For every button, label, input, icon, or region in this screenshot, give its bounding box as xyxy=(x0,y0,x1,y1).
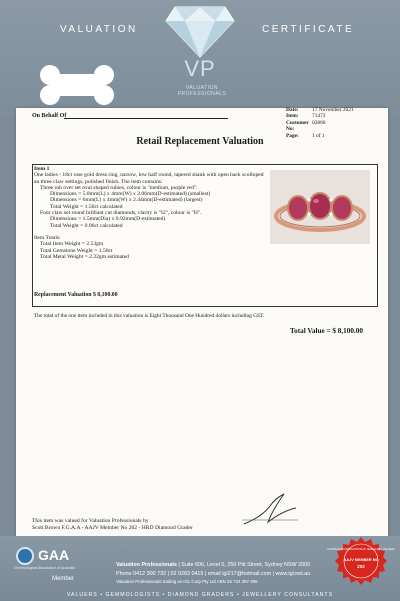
on-behalf-line xyxy=(64,118,228,119)
header-left-text: VALUATION xyxy=(60,24,138,35)
gaa-logo: GAA xyxy=(38,547,70,563)
stone1-dim1: Dimensions = 5.8mm(L) x 4mm(W) x 2.06mm(D-estimated) (smallest) xyxy=(50,191,211,198)
company-name: Valuation Professionals xyxy=(116,562,177,568)
diamond-icon xyxy=(165,5,235,59)
gaa-subtitle: Gemmological Association of Australia xyxy=(14,566,75,570)
logo-subtext: VALUATION PROFESSIONALS xyxy=(177,85,227,97)
item-heading: Item 1 xyxy=(34,166,50,172)
meta-row-page: Page: 1 of 1 xyxy=(286,132,325,139)
stone1-dim2: Dimensions = 6mm(L) x 4mm(W) x 2.44mm(D-estimated) (largest) xyxy=(50,197,203,204)
header-right-text: CERTIFICATE xyxy=(262,24,355,35)
meta-row-customer: Customer No: 02860 xyxy=(286,119,326,133)
stone2-intro: Four claw set round brilliant cut diamonds, clarity is "I2", colour is "H". xyxy=(40,210,202,217)
company-phone: Phone 0412 300 732 | 02 9283 0419 | email igl217@hotmail.com | www.igl.net.au xyxy=(116,570,311,577)
replacement-valuation: Replacement Valuation $ 8,100.00 xyxy=(34,292,118,298)
seal-number: 202 xyxy=(357,564,365,569)
total-item-weight: Total Item Weight = 2.53gm xyxy=(40,241,104,248)
seal-text: AUSTRALIAN ASSOCIATION OF JEWELLERY VALUERS xyxy=(327,548,395,551)
signature xyxy=(240,490,300,530)
total-value: Total Value = $ 8,100.00 xyxy=(290,327,363,335)
company-address: Suite 606, Level 6, 250 Pitt Street, Sydney NSW 2000 xyxy=(181,562,311,568)
meta-row-date: Date: 17 November 2021 xyxy=(286,107,354,113)
stone1-intro: Three rub over set oval shaped rubies, colour is "medium, purple red". xyxy=(40,184,198,191)
footer-tagline: VALUERS • GEMMOLOGISTS • DIAMOND GRADERS • JEWELLERY CONSULTANTS xyxy=(66,592,334,598)
total-gem-weight: Total Gemstone Weight = 1.56ct xyxy=(40,247,113,254)
bone-shape-icon xyxy=(38,60,116,110)
valuation-summary: The total of the one item included in this valuation is Eight Thousand One Hundred dollars including GST. xyxy=(34,313,265,319)
totals-heading: Item Totals: xyxy=(34,234,61,241)
document-meta xyxy=(286,107,354,139)
gaa-badge-icon xyxy=(16,547,34,565)
gaa-member: Member xyxy=(52,576,75,582)
item-description xyxy=(34,166,264,260)
stone2-dim: Dimensions = 1.5mm(Dia) x 0.92mm(D-estimated) xyxy=(50,216,166,223)
logo-text: VP xyxy=(184,56,216,81)
stone2-weight: Total Weight = 0.06ct calculated xyxy=(50,222,123,229)
item-summary: One ladies - 18ct rose gold dress ring, narrow, low half round, tapered shank with open back scolloped an three claw settings, polished finish. The item contains: xyxy=(34,172,264,185)
company-trading: Valuation Professionals trading as IGL Corp Pty Ltd ABN 25 734 397 496 xyxy=(116,579,258,585)
valued-by: This item was valued for Valuation Professionals by Scott Brown F.G.A.A - AAJV Member No 202 - HRD Diamond Grader xyxy=(32,518,193,531)
meta-row-item: Item: 71473 xyxy=(286,113,326,120)
on-behalf-label: On Behalf Of xyxy=(32,113,67,119)
total-metal-weight: Total Metal Weight = 2.22gm estimated xyxy=(40,253,129,260)
contact-block: Valuation Professionals | Suite 606, Level 6, 250 Pitt Street, Sydney NSW 2000 Phone 0412 300 732 | 02 9283 0419 | email igl217@hotmail.com | www.igl.net.au Valuation Professionals trading as IGL Corp Pty Ltd ABN 25 734 397 496 xyxy=(116,561,310,587)
stone1-weight: Total Weight = 1.50ct calculated xyxy=(50,203,123,210)
ring-photo xyxy=(270,170,370,244)
seal-member: AAJV MEMBER NO xyxy=(343,558,379,562)
document-title: Retail Replacement Valuation xyxy=(136,136,264,147)
aajv-seal-icon xyxy=(327,536,395,590)
